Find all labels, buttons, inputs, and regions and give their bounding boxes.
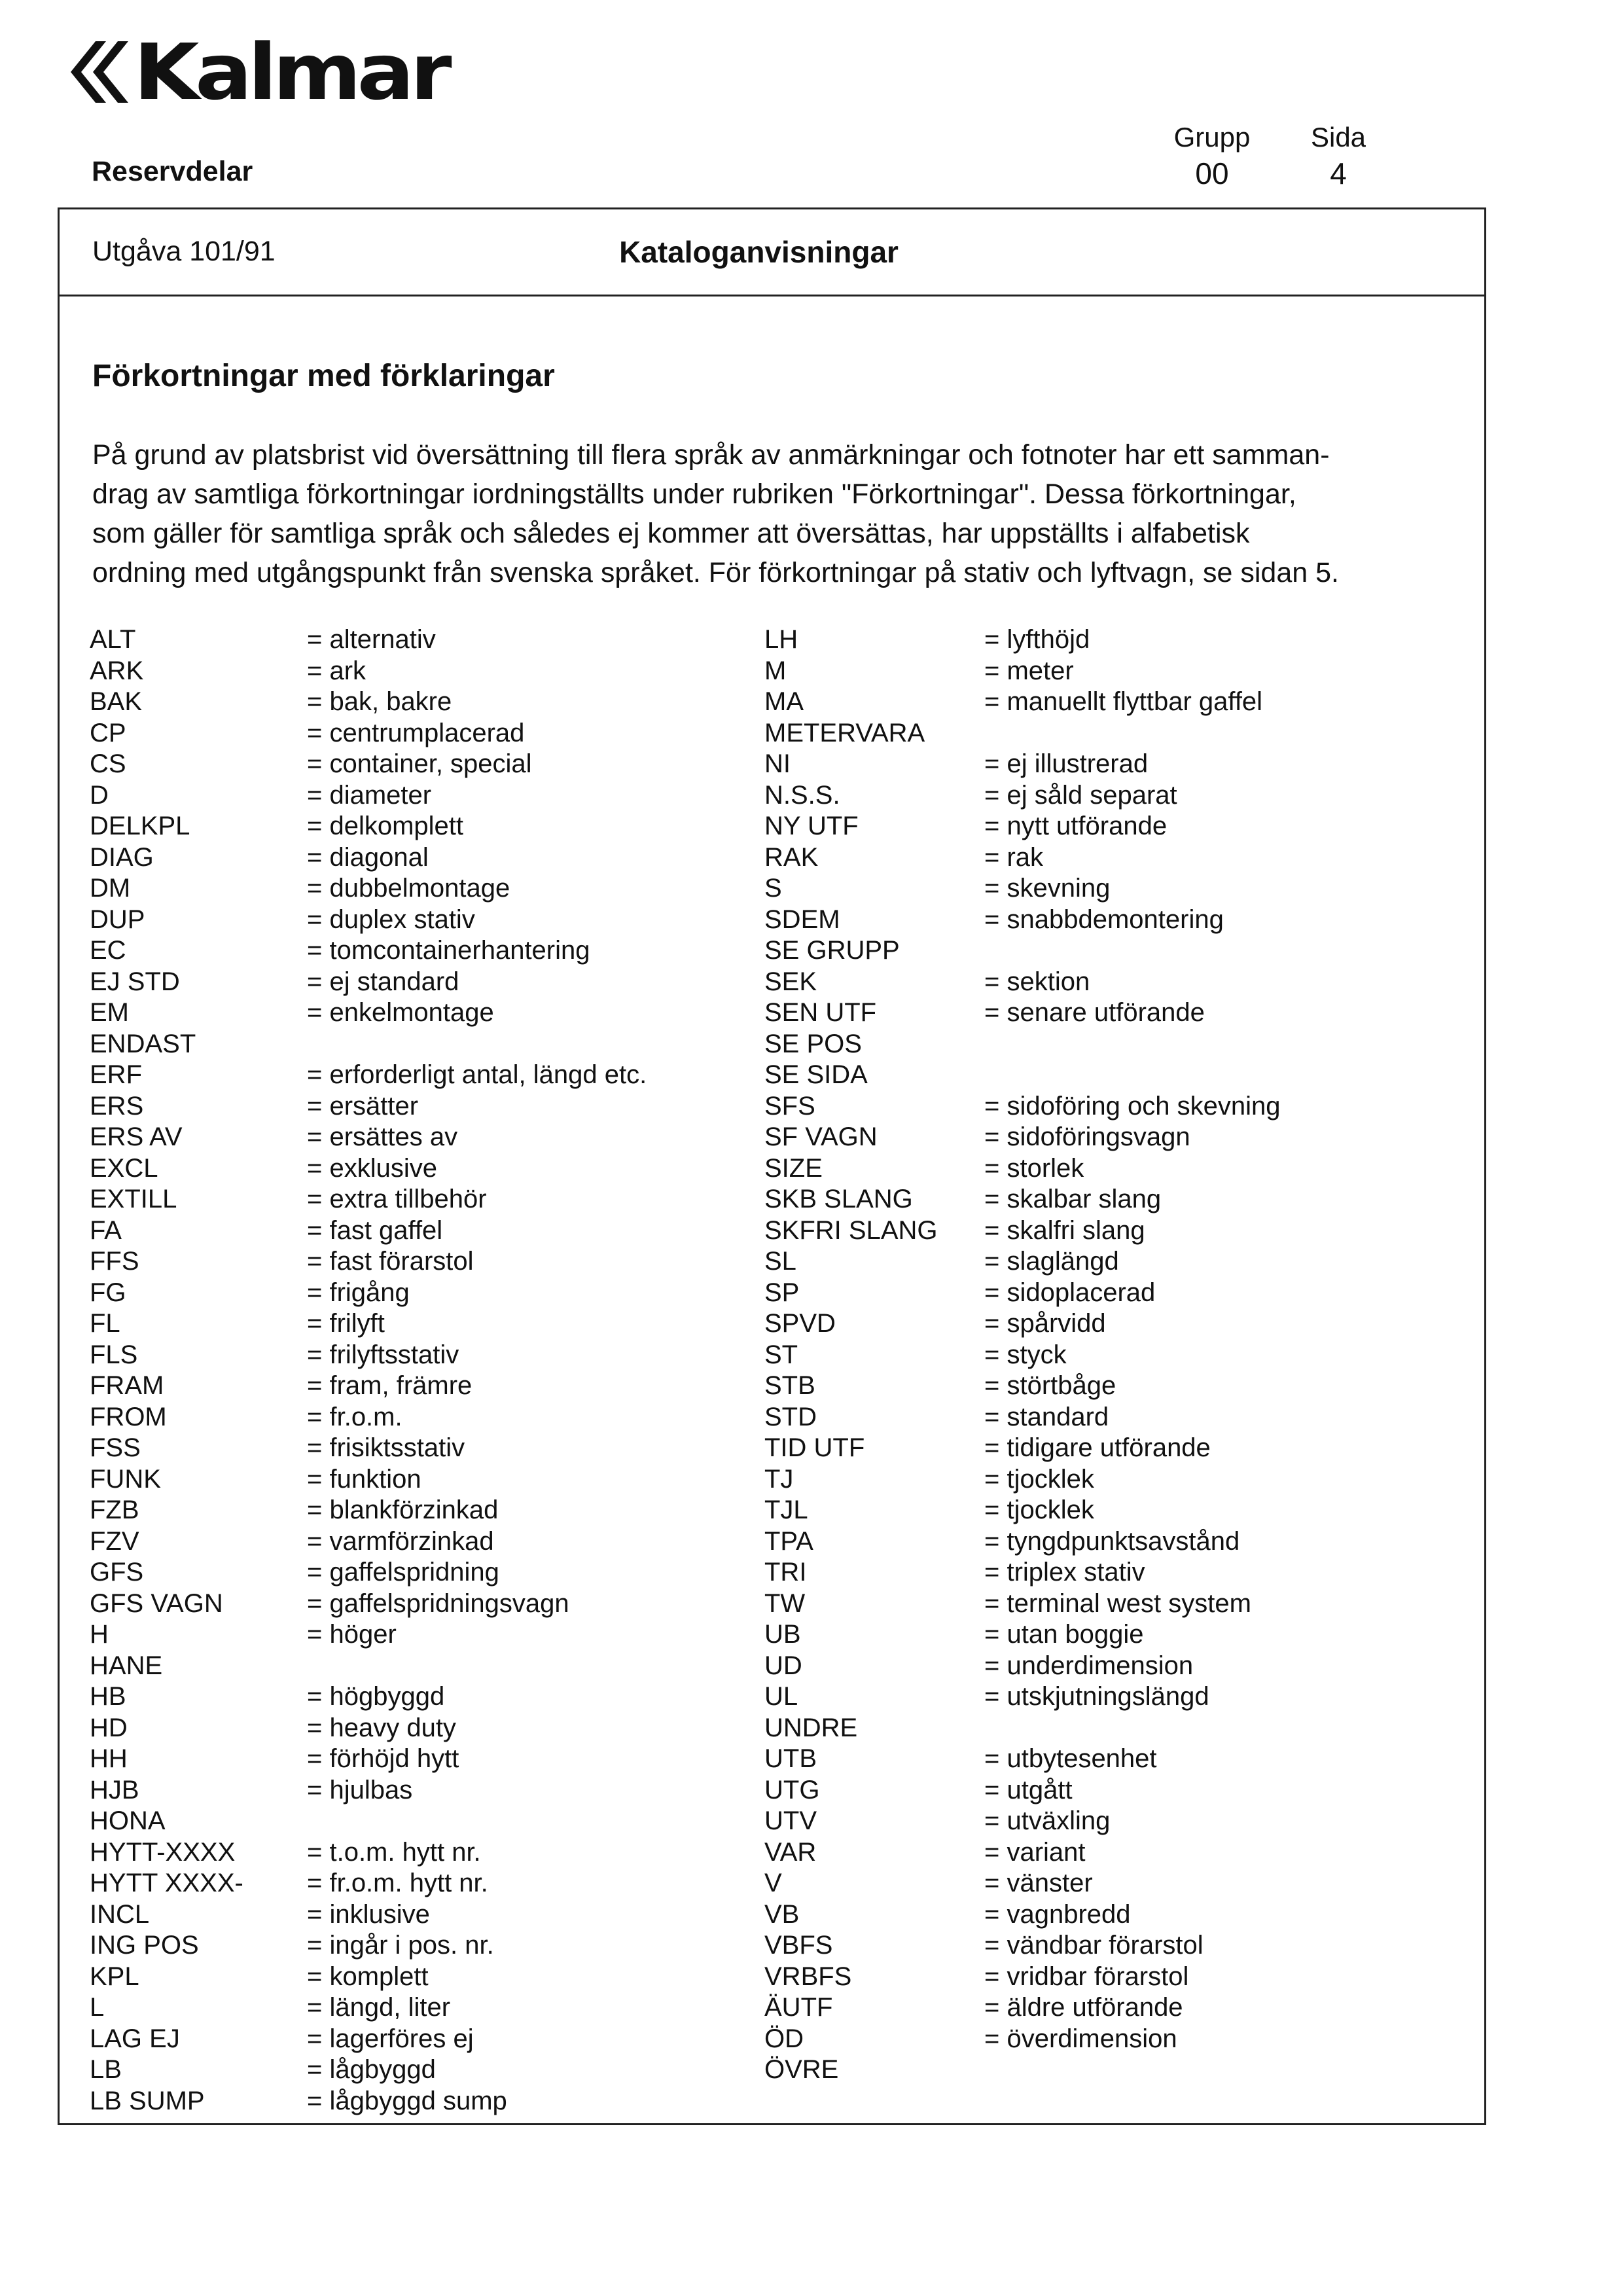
abbreviation-code: HJB: [90, 1775, 139, 1804]
abbreviation-meaning: = vänster: [984, 1869, 1093, 1898]
abbreviation-row: [90, 1526, 647, 1558]
abbreviation-row: [764, 967, 1281, 998]
abbreviation-meaning: = standard: [984, 1402, 1109, 1431]
abbreviation-row: [90, 2086, 647, 2117]
abbreviation-code: UTG: [764, 1775, 820, 1804]
abbreviation-row: [764, 1060, 1281, 1091]
abbreviation-code: SE SIDA: [764, 1060, 868, 1090]
abbreviation-row: [90, 1713, 647, 1744]
abbreviation-code: ALT: [90, 625, 136, 655]
abbreviation-code: SKB SLANG: [764, 1185, 913, 1214]
abbreviation-code: L: [90, 1993, 105, 2022]
abbreviation-row: [90, 624, 647, 656]
abbreviation-code: UD: [764, 1651, 802, 1680]
abbreviation-code: VRBFS: [764, 1962, 852, 1991]
abbreviation-meaning: = sektion: [984, 967, 1090, 996]
abbreviation-code: DIAG: [90, 842, 154, 872]
abbreviation-meaning: = utbytesenhet: [984, 1744, 1157, 1774]
abbreviation-row: [90, 1278, 647, 1309]
abbreviation-code: DUP: [90, 905, 145, 934]
abbreviation-meaning: = tjocklek: [984, 1496, 1094, 1525]
abbreviation-code: HANE: [90, 1651, 163, 1680]
intro-line: drag av samtliga förkortningar iordningställts under rubriken "Förkortningar". Dessa förkortningar,: [92, 478, 1296, 510]
abbreviation-row: [764, 1588, 1281, 1620]
abbreviation-meaning: = sidoföring och skevning: [984, 1091, 1281, 1121]
abbreviation-meaning: = frilyftsstativ: [307, 1340, 459, 1369]
abbreviation-row: [90, 967, 647, 998]
abbreviation-meaning: = vridbar förarstol: [984, 1962, 1189, 1991]
abbreviation-row: [90, 1184, 647, 1215]
abbreviation-code: NY UTF: [764, 812, 859, 841]
abbreviation-code: SP: [764, 1278, 800, 1307]
sida-value: 4: [1330, 156, 1347, 190]
abbreviation-row: [764, 1713, 1281, 1744]
abbreviation-code: ÄUTF: [764, 1993, 833, 2022]
catalog-box: [58, 207, 1486, 2125]
abbreviation-code: GFS: [90, 1558, 144, 1587]
abbreviation-meaning: = rak: [984, 842, 1044, 872]
abbreviation-row: [90, 2054, 647, 2086]
abbreviation-row: [90, 1992, 647, 2024]
abbreviation-code: ST: [764, 1340, 798, 1369]
abbreviation-code: SFS: [764, 1091, 815, 1121]
abbreviation-row: [90, 1868, 647, 1899]
abbreviation-meaning: = ingår i pos. nr.: [307, 1931, 494, 1960]
abbreviation-meaning: = erforderligt antal, längd etc.: [307, 1060, 647, 1090]
abbreviation-code: GFS VAGN: [90, 1588, 223, 1618]
section-label: Reservdelar: [92, 156, 253, 187]
abbreviation-meaning: = äldre utförande: [984, 1993, 1183, 2022]
abbreviation-meaning: = funktion: [307, 1464, 421, 1494]
abbreviation-row: [90, 873, 647, 905]
abbreviation-meaning: = tidigare utförande: [984, 1433, 1211, 1463]
abbreviation-row: [90, 1930, 647, 1962]
abbreviation-code: KPL: [90, 1962, 139, 1991]
abbreviation-code: SIZE: [764, 1153, 823, 1183]
abbreviation-meaning: = blankförzinkad: [307, 1496, 499, 1525]
abbreviation-code: STD: [764, 1402, 817, 1431]
abbreviation-row: [764, 1806, 1281, 1837]
abbreviation-meaning: = utskjutningslängd: [984, 1682, 1209, 1712]
abbreviation-row: [90, 1651, 647, 1682]
abbreviation-row: [90, 905, 647, 936]
sida-label: Sida: [1310, 122, 1366, 152]
abbreviation-code: FRAM: [90, 1371, 164, 1401]
abbreviation-meaning: = underdimension: [984, 1651, 1194, 1680]
abbreviation-row: [764, 811, 1281, 842]
abbreviation-code: EJ STD: [90, 967, 180, 996]
abbreviation-code: ERF: [90, 1060, 142, 1090]
abbreviation-code: SF VAGN: [764, 1122, 878, 1152]
abbreviation-row: [764, 1308, 1281, 1340]
abbreviation-code: UL: [764, 1682, 798, 1712]
abbreviation-row: [90, 1340, 647, 1371]
abbreviation-code: FZB: [90, 1496, 139, 1525]
abbreviation-code: SEN UTF: [764, 998, 877, 1028]
abbreviation-row: [764, 656, 1281, 687]
abbreviation-row: [90, 1215, 647, 1247]
abbreviation-row: [90, 718, 647, 749]
abbreviation-meaning: = lågbyggd sump: [307, 2086, 507, 2115]
abbreviation-row: [764, 2024, 1281, 2055]
abbreviation-meaning: = terminal west system: [984, 1588, 1251, 1618]
abbreviation-row: [764, 1868, 1281, 1899]
abbreviation-code: HYTT XXXX-: [90, 1869, 243, 1898]
abbreviation-row: [764, 905, 1281, 936]
abbreviation-code: M: [764, 656, 787, 685]
abbreviation-row: [764, 1962, 1281, 1993]
section-heading: Förkortningar med förklaringar: [92, 359, 555, 393]
abbreviation-code: SL: [764, 1247, 796, 1276]
abbreviation-meaning: = skalbar slang: [984, 1185, 1162, 1214]
abbreviation-meaning: = triplex stativ: [984, 1558, 1145, 1587]
abbreviation-meaning: = frisiktsstativ: [307, 1433, 465, 1463]
abbreviation-row: [90, 997, 647, 1029]
abbreviation-code: ARK: [90, 656, 144, 685]
abbreviation-meaning: = storlek: [984, 1153, 1084, 1183]
abbreviation-code: FL: [90, 1309, 120, 1338]
abbreviation-meaning: = extra tillbehör: [307, 1185, 487, 1214]
abbreviation-meaning: = lågbyggd: [307, 2055, 436, 2085]
abbreviation-code: FZV: [90, 1526, 139, 1556]
edition-label: Utgåva 101/91: [92, 236, 276, 267]
abbreviation-code: SKFRI SLANG: [764, 1215, 938, 1245]
abbreviation-meaning: = t.o.m. hytt nr.: [307, 1837, 481, 1867]
abbreviation-code: HH: [90, 1744, 128, 1774]
abbreviation-row: [764, 997, 1281, 1029]
abbreviation-meaning: = vagnbredd: [984, 1899, 1131, 1929]
abbreviation-row: [90, 1837, 647, 1869]
abbreviation-meaning: = delkomplett: [307, 812, 464, 841]
abbreviation-meaning: = överdimension: [984, 2024, 1177, 2053]
abbreviation-code: INCL: [90, 1899, 150, 1929]
abbreviation-meaning: = vändbar förarstol: [984, 1931, 1204, 1960]
abbreviation-row: [764, 1930, 1281, 1962]
abbreviation-meaning: = ersätter: [307, 1091, 419, 1121]
abbreviation-code: STB: [764, 1371, 815, 1401]
abbreviation-row: [90, 1122, 647, 1153]
abbreviation-meaning: = gaffelspridningsvagn: [307, 1588, 569, 1618]
abbreviation-row: [764, 1619, 1281, 1651]
abbreviation-row: [90, 1962, 647, 1993]
abbreviation-meaning: = fr.o.m. hytt nr.: [307, 1869, 488, 1898]
abbreviation-list-right: [764, 624, 1281, 2086]
abbreviation-row: [764, 2054, 1281, 2086]
abbreviation-code: CS: [90, 749, 126, 779]
abbreviation-code: VAR: [764, 1837, 817, 1867]
abbreviation-row: [90, 1464, 647, 1496]
abbreviation-meaning: = varmförzinkad: [307, 1526, 494, 1556]
abbreviation-row: [90, 1433, 647, 1464]
abbreviation-meaning: = lyfthöjd: [984, 625, 1090, 655]
abbreviation-row: [764, 1433, 1281, 1464]
abbreviation-row: [764, 1278, 1281, 1309]
abbreviation-meaning: = längd, liter: [307, 1993, 451, 2022]
abbreviation-meaning: = alternativ: [307, 625, 436, 655]
abbreviation-meaning: = utväxling: [984, 1806, 1111, 1836]
abbreviation-row: [90, 1371, 647, 1402]
abbreviation-row: [764, 1464, 1281, 1496]
grupp-label: Grupp: [1173, 122, 1251, 152]
box-title: Kataloganvisningar: [619, 235, 899, 269]
abbreviation-row: [764, 1340, 1281, 1371]
abbreviation-meaning: = exklusive: [307, 1153, 437, 1183]
abbreviation-meaning: = diameter: [307, 780, 432, 810]
abbreviation-row: [90, 1806, 647, 1837]
abbreviation-row: [764, 687, 1281, 718]
abbreviation-meaning: = komplett: [307, 1962, 429, 1991]
abbreviation-row: [764, 1681, 1281, 1713]
abbreviation-meaning: = fast förarstol: [307, 1247, 474, 1276]
abbreviation-meaning: = fram, främre: [307, 1371, 473, 1401]
abbreviation-meaning: = dubbelmontage: [307, 874, 510, 903]
abbreviation-meaning: = styck: [984, 1340, 1067, 1369]
abbreviation-code: HB: [90, 1682, 126, 1712]
abbreviation-row: [764, 1122, 1281, 1153]
abbreviation-code: UTB: [764, 1744, 817, 1774]
abbreviation-code: N.S.S.: [764, 780, 840, 810]
abbreviation-meaning: = störtbåge: [984, 1371, 1116, 1401]
abbreviation-row: [764, 1992, 1281, 2024]
abbreviation-code: FLS: [90, 1340, 138, 1369]
intro-line: På grund av platsbrist vid översättning till flera språk av anmärkningar och fotnoter har ett samman-: [92, 439, 1330, 471]
abbreviation-code: FUNK: [90, 1464, 161, 1494]
abbreviation-code: HD: [90, 1713, 128, 1742]
abbreviation-meaning: = tomcontainerhantering: [307, 936, 590, 965]
abbreviation-meaning: = manuellt flyttbar gaffel: [984, 687, 1263, 717]
abbreviation-code: VBFS: [764, 1931, 833, 1960]
abbreviation-meaning: = heavy duty: [307, 1713, 456, 1742]
abbreviation-meaning: = tjocklek: [984, 1464, 1094, 1494]
abbreviation-row: [764, 842, 1281, 874]
abbreviation-meaning: = höger: [307, 1620, 397, 1649]
abbreviation-meaning: = inklusive: [307, 1899, 430, 1929]
kalmar-logo: [58, 27, 448, 117]
abbreviation-row: [90, 935, 647, 967]
abbreviation-code: EXCL: [90, 1153, 158, 1183]
abbreviation-code: DELKPL: [90, 812, 190, 841]
abbreviation-row: [90, 1153, 647, 1185]
abbreviation-code: SEK: [764, 967, 817, 996]
abbreviation-code: TJL: [764, 1496, 808, 1525]
abbreviation-code: TW: [764, 1588, 806, 1618]
abbreviation-code: METERVARA: [764, 718, 925, 747]
abbreviation-row: [764, 1184, 1281, 1215]
abbreviation-meaning: = slaglängd: [984, 1247, 1119, 1276]
abbreviation-row: [90, 2024, 647, 2055]
abbreviation-row: [764, 624, 1281, 656]
abbreviation-meaning: = diagonal: [307, 842, 429, 872]
abbreviation-code: HYTT-XXXX: [90, 1837, 236, 1867]
abbreviation-meaning: = bak, bakre: [307, 687, 452, 717]
intro-line: ordning med utgångspunkt från svenska språket. För förkortningar på stativ och lyftvagn, se sidan 5.: [92, 557, 1339, 588]
abbreviation-code: LB SUMP: [90, 2086, 205, 2115]
abbreviation-row: [90, 811, 647, 842]
abbreviation-meaning: = fr.o.m.: [307, 1402, 402, 1431]
abbreviation-row: [90, 1744, 647, 1775]
abbreviation-row: [764, 1495, 1281, 1526]
abbreviation-meaning: = hjulbas: [307, 1775, 413, 1804]
abbreviation-code: ÖD: [764, 2024, 804, 2053]
abbreviation-code: D: [90, 780, 109, 810]
abbreviation-code: ENDAST: [90, 1029, 196, 1058]
abbreviation-row: [764, 1091, 1281, 1122]
abbreviation-row: [764, 1899, 1281, 1931]
abbreviation-code: FSS: [90, 1433, 141, 1463]
abbreviation-meaning: = skevning: [984, 874, 1111, 903]
abbreviation-row: [764, 1246, 1281, 1278]
abbreviation-row: [764, 718, 1281, 749]
abbreviation-meaning: = utan boggie: [984, 1620, 1144, 1649]
abbreviation-row: [764, 1557, 1281, 1588]
abbreviation-code: NI: [764, 749, 791, 779]
abbreviation-meaning: = fast gaffel: [307, 1215, 443, 1245]
abbreviation-list-left: [90, 624, 647, 2117]
abbreviation-row: [90, 1091, 647, 1122]
abbreviation-row: [764, 1215, 1281, 1247]
abbreviation-meaning: = utgått: [984, 1775, 1073, 1804]
abbreviation-row: [90, 1557, 647, 1588]
abbreviation-row: [764, 1837, 1281, 1869]
abbreviation-code: ÖVRE: [764, 2055, 839, 2085]
abbreviation-row: [90, 1060, 647, 1091]
abbreviation-meaning: = container, special: [307, 749, 532, 779]
abbreviation-code: SDEM: [764, 905, 840, 934]
abbreviation-meaning: = ej illustrerad: [984, 749, 1149, 779]
abbreviation-code: BAK: [90, 687, 143, 717]
abbreviation-meaning: = meter: [984, 656, 1074, 685]
intro-line: som gäller för samtliga språk och således ej kommer att översättas, har uppställts i alfabetisk: [92, 518, 1250, 549]
abbreviation-code: ING POS: [90, 1931, 199, 1960]
abbreviation-row: [90, 1899, 647, 1931]
abbreviation-meaning: = enkelmontage: [307, 998, 494, 1028]
abbreviation-code: EXTILL: [90, 1185, 177, 1214]
abbreviation-row: [764, 1526, 1281, 1558]
abbreviation-row: [764, 873, 1281, 905]
abbreviation-row: [90, 842, 647, 874]
grupp-value: 00: [1195, 156, 1229, 190]
abbreviation-row: [90, 749, 647, 780]
abbreviation-meaning: = ersättes av: [307, 1122, 458, 1152]
abbreviation-code: EC: [90, 936, 126, 965]
abbreviation-meaning: = centrumplacerad: [307, 718, 525, 747]
abbreviation-meaning: = gaffelspridning: [307, 1558, 499, 1587]
abbreviation-meaning: = spårvidd: [984, 1309, 1106, 1338]
abbreviation-code: TRI: [764, 1558, 807, 1587]
abbreviation-row: [90, 1308, 647, 1340]
abbreviation-meaning: = snabbdemontering: [984, 905, 1224, 934]
abbreviation-code: FFS: [90, 1247, 139, 1276]
abbreviation-meaning: = frigång: [307, 1278, 410, 1307]
abbreviation-meaning: = skalfri slang: [984, 1215, 1145, 1245]
abbreviation-code: LB: [90, 2055, 122, 2085]
abbreviation-code: H: [90, 1620, 109, 1649]
abbreviation-row: [90, 1681, 647, 1713]
abbreviation-row: [90, 1775, 647, 1806]
abbreviation-code: MA: [764, 687, 804, 717]
abbreviation-code: FROM: [90, 1402, 167, 1431]
abbreviation-row: [90, 1588, 647, 1620]
abbreviation-code: TID UTF: [764, 1433, 865, 1463]
abbreviation-row: [764, 1029, 1281, 1060]
abbreviation-code: UB: [764, 1620, 801, 1649]
abbreviation-meaning: = variant: [984, 1837, 1086, 1867]
abbreviation-code: V: [764, 1869, 782, 1898]
abbreviation-meaning: = sidoplacerad: [984, 1278, 1156, 1307]
abbreviation-row: [764, 1775, 1281, 1806]
abbreviation-code: LH: [764, 625, 798, 655]
abbreviation-code: LAG EJ: [90, 2024, 180, 2053]
abbreviation-code: DM: [90, 874, 131, 903]
abbreviation-meaning: = tyngdpunktsavstånd: [984, 1526, 1240, 1556]
abbreviation-row: [90, 780, 647, 812]
abbreviation-row: [90, 656, 647, 687]
box-header: [60, 209, 1484, 296]
abbreviation-code: UTV: [764, 1806, 817, 1836]
abbreviation-row: [764, 1371, 1281, 1402]
abbreviation-meaning: = senare utförande: [984, 998, 1205, 1028]
abbreviation-row: [764, 780, 1281, 812]
kalmar-logo-wordmark: Kalmar: [134, 27, 448, 117]
abbreviation-code: ERS: [90, 1091, 144, 1121]
abbreviation-meaning: = sidoföringsvagn: [984, 1122, 1190, 1152]
abbreviation-row: [764, 1402, 1281, 1433]
abbreviation-meaning: = lagerföres ej: [307, 2024, 474, 2053]
abbreviation-meaning: = högbyggd: [307, 1682, 445, 1712]
abbreviation-code: TJ: [764, 1464, 794, 1494]
abbreviation-code: CP: [90, 718, 126, 747]
abbreviation-row: [764, 935, 1281, 967]
abbreviation-row: [764, 1153, 1281, 1185]
abbreviation-code: ERS AV: [90, 1122, 183, 1152]
abbreviation-meaning: = duplex stativ: [307, 905, 475, 934]
abbreviation-meaning: = ark: [307, 656, 366, 685]
abbreviation-meaning: = nytt utförande: [984, 812, 1168, 841]
abbreviation-code: RAK: [764, 842, 819, 872]
abbreviation-row: [764, 1651, 1281, 1682]
abbreviation-code: S: [764, 874, 782, 903]
abbreviation-code: UNDRE: [764, 1713, 858, 1742]
abbreviation-code: EM: [90, 998, 129, 1028]
abbreviation-code: VB: [764, 1899, 800, 1929]
abbreviation-code: TPA: [764, 1526, 813, 1556]
abbreviation-code: SE POS: [764, 1029, 862, 1058]
intro-paragraph: [92, 435, 1486, 592]
abbreviation-row: [764, 1744, 1281, 1775]
abbreviation-meaning: = frilyft: [307, 1309, 385, 1338]
abbreviation-meaning: = ej standard: [307, 967, 459, 996]
abbreviation-row: [90, 1246, 647, 1278]
abbreviation-row: [90, 1029, 647, 1060]
abbreviation-meaning: = ej såld separat: [984, 780, 1177, 810]
abbreviation-code: HONA: [90, 1806, 166, 1836]
abbreviation-meaning: = förhöjd hytt: [307, 1744, 459, 1774]
abbreviation-code: FA: [90, 1215, 122, 1245]
abbreviation-row: [90, 687, 647, 718]
abbreviation-row: [90, 1619, 647, 1651]
abbreviation-row: [764, 749, 1281, 780]
abbreviation-code: SPVD: [764, 1309, 836, 1338]
kalmar-logo-chevron-icon: [58, 36, 130, 108]
abbreviation-code: FG: [90, 1278, 126, 1307]
abbreviation-row: [90, 1402, 647, 1433]
abbreviation-code: SE GRUPP: [764, 936, 900, 965]
abbreviation-row: [90, 1495, 647, 1526]
